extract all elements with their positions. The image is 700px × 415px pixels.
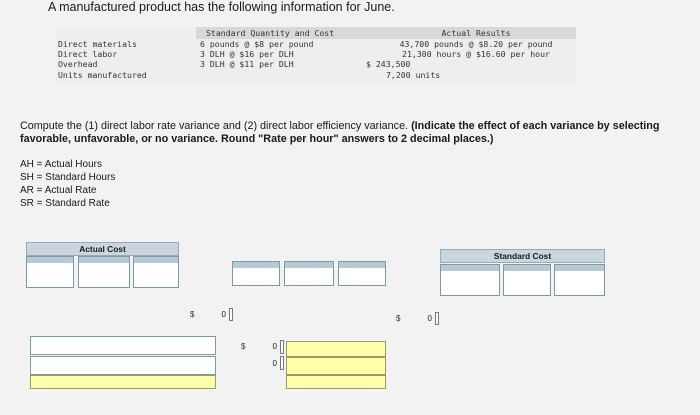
legend-ah: AH = Actual Hours <box>20 159 102 170</box>
standard-cost-total: 0 <box>427 314 432 323</box>
info-row-units <box>56 70 576 82</box>
row-label: Direct labor <box>58 49 118 59</box>
actual-cost-total: 0 <box>221 310 226 319</box>
row-actual: 21,300 hours @ $16.60 per hour <box>402 49 550 59</box>
row-standard: 3 DLH @ $11 per DLH <box>200 59 294 69</box>
question-plain: Compute the (1) direct labor rate variance and (2) direct labor efficiency variance. <box>20 120 409 132</box>
problem-intro: A manufactured product has the following information for June. <box>48 0 395 14</box>
row-actual: 7,200 units <box>386 70 441 80</box>
info-table <box>56 27 576 85</box>
legend-sr: SR = Standard Rate <box>20 198 110 209</box>
standard-hours-input[interactable] <box>440 264 500 296</box>
legend-sh: SH = Standard Hours <box>20 172 116 183</box>
middle-total: 0 <box>272 342 277 351</box>
middle-total-box <box>280 340 284 354</box>
middle-rate-input[interactable] <box>338 261 386 286</box>
variance-total-2: 0 <box>272 359 277 368</box>
middle-hours-input[interactable] <box>232 261 280 286</box>
standard-header: Standard Quantity and Cost <box>206 28 335 38</box>
standard-cost-total-box <box>435 312 439 325</box>
actual-cost-currency: $ <box>190 310 195 319</box>
row-label: Units manufactured <box>58 70 147 80</box>
legend-ar: AR = Actual Rate <box>20 185 97 196</box>
total-variance-amount-input[interactable] <box>30 375 216 389</box>
efficiency-variance-amount-input[interactable] <box>30 356 216 375</box>
row-standard: 3 DLH @ $16 per DLH <box>200 49 294 59</box>
actual-header: Actual Results <box>441 28 511 38</box>
row-label: Direct materials <box>58 39 137 49</box>
middle-operator-input[interactable] <box>284 261 334 286</box>
row-actual: 43,700 pounds @ $8.20 per pound <box>399 39 553 49</box>
standard-operator-input[interactable] <box>503 264 551 296</box>
question-text <box>20 120 700 146</box>
rate-variance-amount-input[interactable] <box>30 336 216 355</box>
question-instructions: (Indicate the effect of each variance by selecting favorable, unfavorable, or no variance. Round "Rate per hour" answers to 2 decimal places.) <box>20 120 660 145</box>
total-variance-effect-select[interactable] <box>286 375 386 389</box>
standard-cost-header: Standard Cost <box>440 249 605 263</box>
actual-cost-header: Actual Cost <box>26 242 179 256</box>
standard-rate-input[interactable] <box>554 264 605 296</box>
standard-cost-currency: $ <box>396 314 401 323</box>
row-label: Overhead <box>58 59 98 69</box>
actual-rate-input[interactable] <box>133 256 179 288</box>
variance-total-2-box <box>280 356 284 370</box>
actual-hours-input[interactable] <box>26 256 74 288</box>
efficiency-variance-effect-select[interactable] <box>286 357 386 375</box>
row-actual: $ 243,500 <box>366 59 411 69</box>
variance-currency: $ <box>241 342 246 351</box>
actual-cost-total-box <box>229 308 233 321</box>
row-standard: 6 pounds @ $8 per pound <box>200 39 314 49</box>
actual-operator-input[interactable] <box>78 256 130 288</box>
rate-variance-effect-select[interactable] <box>286 341 386 357</box>
abbreviation-legend <box>20 158 115 210</box>
